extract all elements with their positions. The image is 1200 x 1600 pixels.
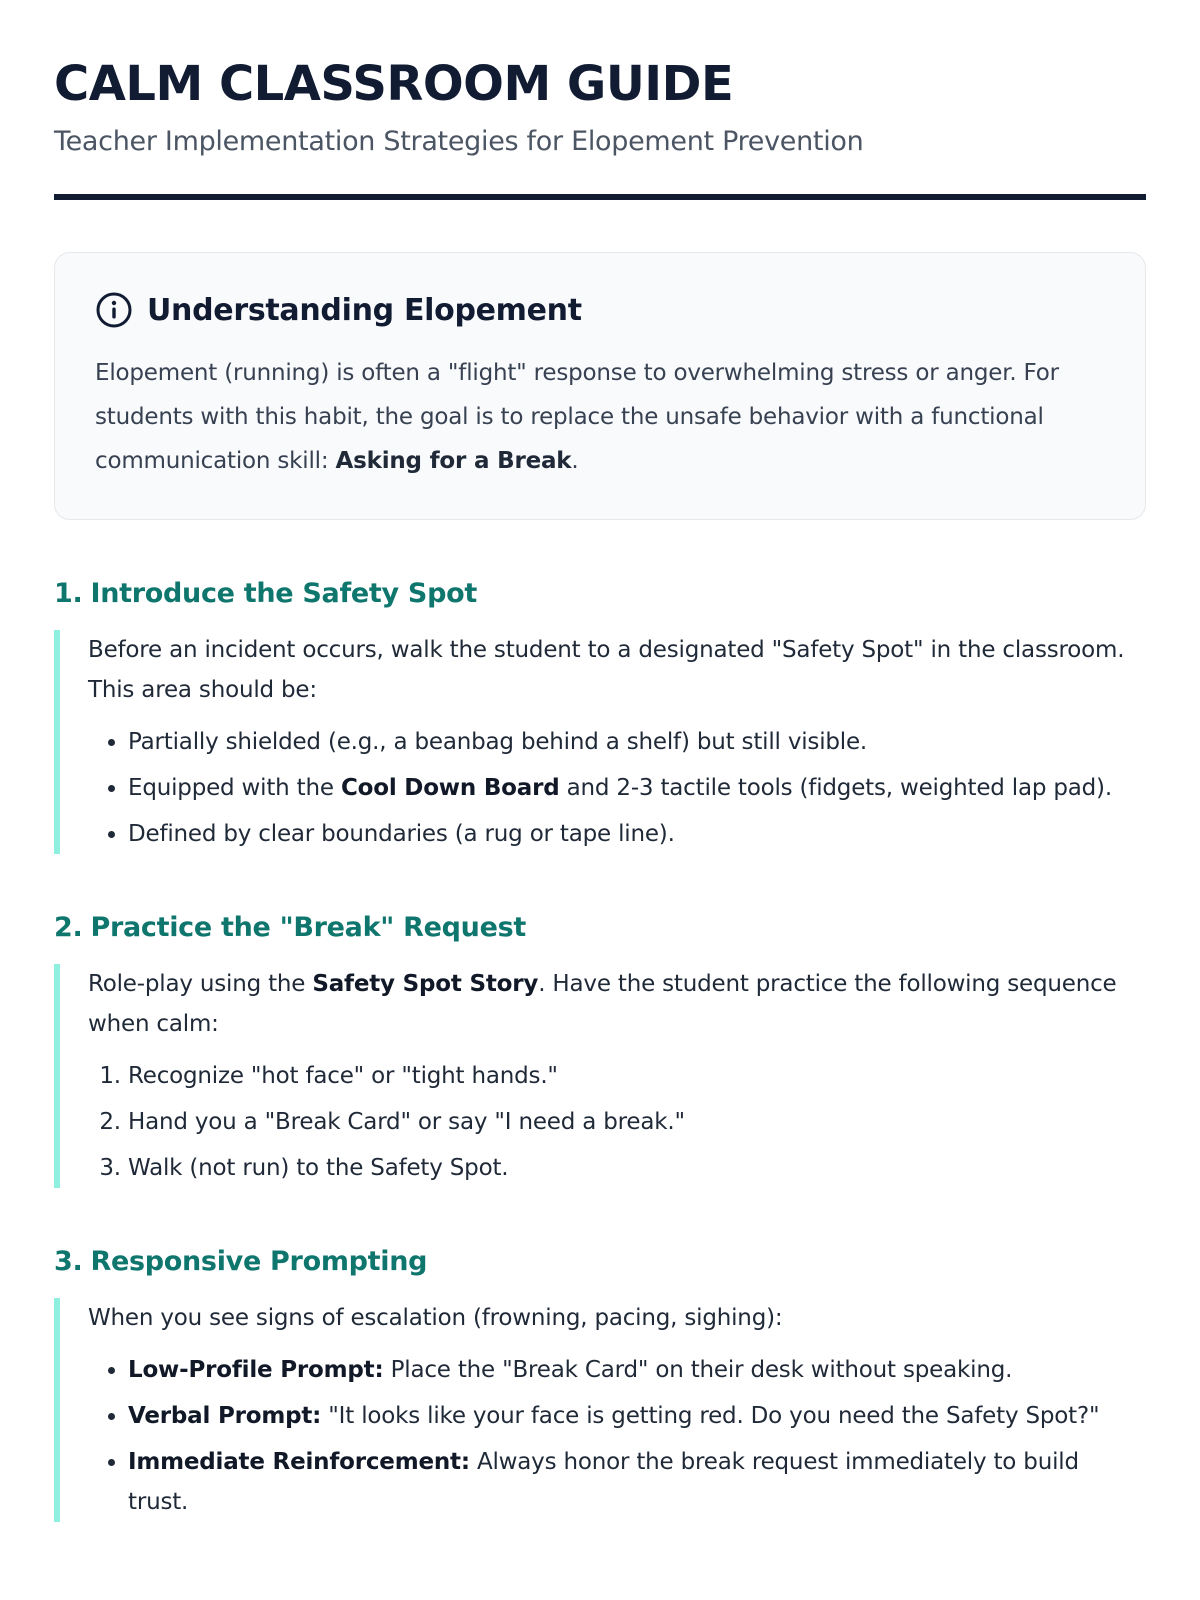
info-callout-text [95,351,1105,483]
intro-emphasis: Safety Spot Story [312,971,539,997]
info-callout-header [95,291,1105,329]
list-item-text: Equipped with the [128,775,341,801]
list-item-emphasis: Low-Profile Prompt: [128,1357,384,1383]
page-subtitle: Teacher Implementation Strategies for Elopement Prevention [54,126,864,157]
info-callout [54,252,1146,520]
list-item: 3. Walk (not run) to the Safety Spot. [128,1148,1146,1188]
section-title: Practice the "Break" Request [90,912,526,943]
section-body [54,964,1146,1188]
list-item [128,1350,1146,1390]
list-item [128,722,1146,762]
info-circle-icon [95,291,133,329]
info-text-part: Elopement (running) is often a "flight" response to overwhelming stress or anger. For students with this habit, the goal is to replace the unsafe behavior with a functional communication skill: [95,360,1059,474]
section-responsive-prompting [54,1244,1146,1522]
list-item-text: "It looks like your face is getting red. Do you need the Safety Spot?" [321,1403,1100,1429]
header-divider [54,194,1146,200]
list-item-emphasis: Immediate Reinforcement: [128,1449,470,1475]
list-item [128,768,1146,808]
section-heading [54,910,1146,946]
list-item [128,814,1146,854]
info-text-emphasis: Asking for a Break [335,448,572,474]
list-item-emphasis: Cool Down Board [340,775,560,801]
list-item: 2. Hand you a "Break Card" or say "I need a break." [128,1102,1146,1142]
list-item-text: Always honor the break request immediately to build trust. [128,1449,1079,1515]
section-break-request [54,910,1146,1188]
list-item-emphasis: Verbal Prompt: [128,1403,322,1429]
section-safety-spot [54,576,1146,854]
info-callout-title: Understanding Elopement [147,292,582,328]
section-number: 1. [54,578,83,609]
list-item: 1. Recognize "hot face" or "tight hands." [128,1056,1146,1096]
list-item [128,1396,1146,1436]
section-heading [54,1244,1146,1280]
section-title: Introduce the Safety Spot [90,578,477,609]
bullet-list [88,1350,1146,1522]
numbered-list [88,1056,1146,1188]
list-item-text: Place the "Break Card" on their desk without speaking. [383,1357,1013,1383]
list-item-text: Defined by clear boundaries (a rug or tape line). [128,821,675,847]
page-title: CALM CLASSROOM GUIDE [54,56,734,112]
intro-text: Role-play using the [88,971,313,997]
section-body [54,1298,1146,1522]
section-title: Responsive Prompting [90,1246,428,1277]
list-item-text: Partially shielded (e.g., a beanbag behind a shelf) but still visible. [128,729,868,755]
section-intro: When you see signs of escalation (frowning, pacing, sighing): [88,1305,783,1331]
section-number: 3. [54,1246,83,1277]
intro-text: . Have the student practice the following sequence when calm: [88,971,1117,1037]
section-body [54,630,1146,854]
info-text-end: . [571,448,579,474]
section-intro [88,964,1146,1044]
bullet-list [88,722,1146,854]
list-item-text: and 2-3 tactile tools (fidgets, weighted lap pad). [559,775,1112,801]
list-item [128,1442,1146,1522]
section-heading [54,576,1146,612]
section-number: 2. [54,912,83,943]
section-intro: Before an incident occurs, walk the student to a designated "Safety Spot" in the classroom. This area should be: [88,637,1125,703]
